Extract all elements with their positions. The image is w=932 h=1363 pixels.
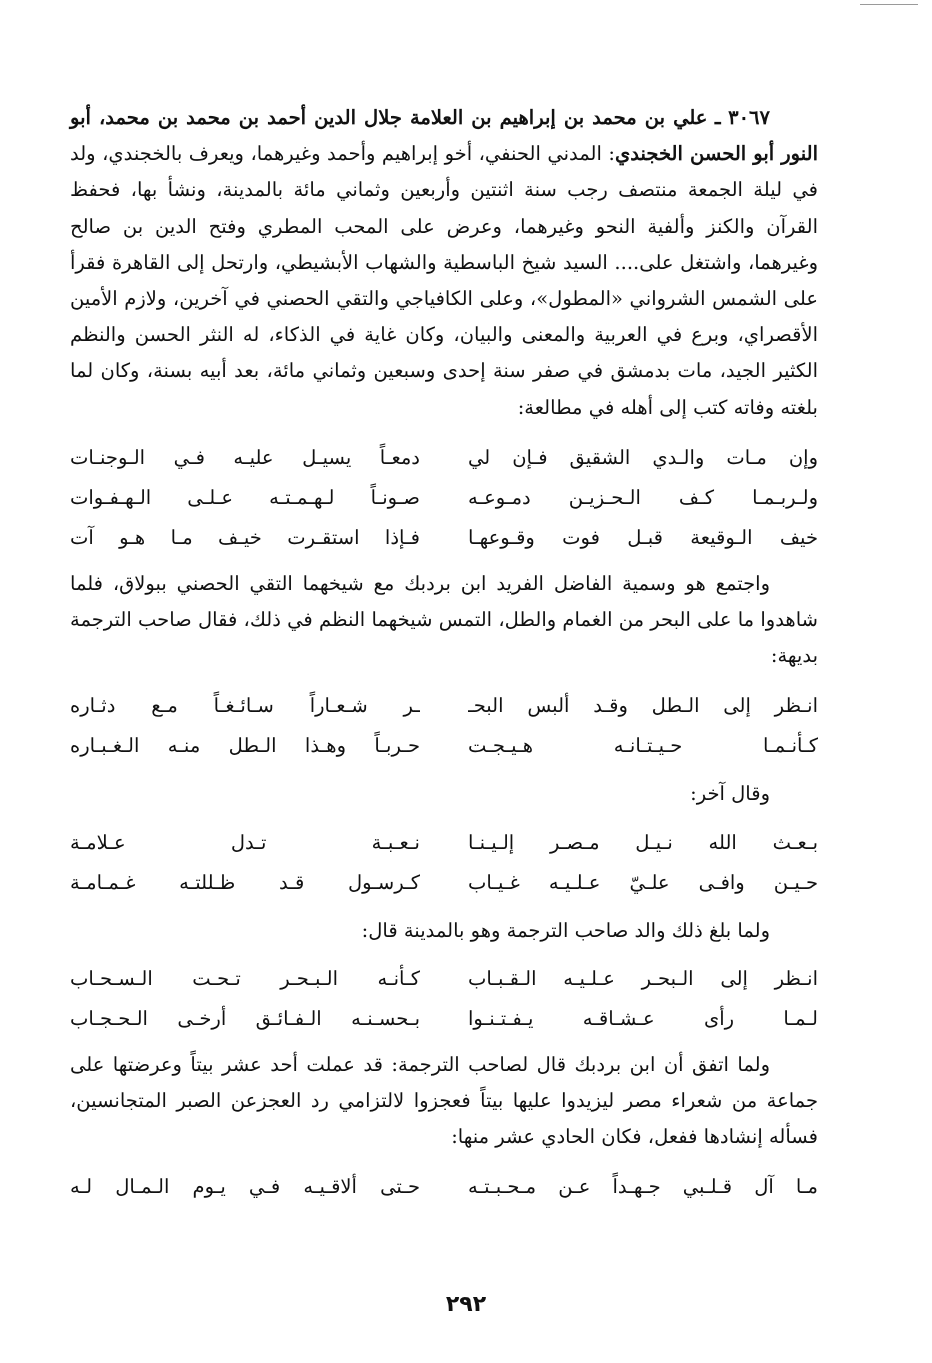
verse-first-hemistich: ولـربـمـا كـف الـحـزيـن دمـوعـه bbox=[468, 485, 818, 509]
page-body bbox=[70, 100, 818, 1207]
entry-name: علي بن محمد بن إبراهيم بن العلامة جلال الدين أحمد بن محمد بن محمد، أبو النور أبو الحسن الخجندي bbox=[70, 106, 819, 166]
verse-second-hemistich: حـربـاً وهـذا الـطل منـه الـغـبـاره bbox=[70, 734, 420, 758]
poem-3 bbox=[70, 823, 818, 903]
poem-5 bbox=[70, 1167, 818, 1207]
corner-mark bbox=[860, 4, 918, 5]
verse-first-hemistich: وإن مـات والـدي الشقيق فـإن لي bbox=[468, 445, 818, 469]
verse-second-hemistich: نـعـبـة تـدل عـلامـة bbox=[70, 830, 420, 854]
verse-first-hemistich: خيف الـوقيعة قبـل فوت وقـوعهـا bbox=[468, 525, 818, 549]
verse-first-hemistich: كـأنـمـا حـيـتـانـه هـيـجـت bbox=[468, 734, 818, 758]
entry-paragraph bbox=[70, 100, 818, 426]
verse bbox=[70, 959, 818, 999]
verse-second-hemistich: كـأنـه الـبـحـر تـحـت الـسـحـاب bbox=[70, 966, 420, 990]
verse-first-hemistich: بـعـث الله نـيـل مـصـر إلـيـنـا bbox=[468, 830, 818, 854]
page-number: ٢٩٢ bbox=[445, 1292, 487, 1317]
verse-second-hemistich: ـر شـعـاراً سـائـغـاً مـع دثـاره bbox=[70, 694, 420, 718]
verse-first-hemistich: انـظر إلى الـبحـر عـلـيـه الـقـبـاب bbox=[468, 966, 818, 990]
verse bbox=[70, 863, 818, 903]
verse-second-hemistich: كـرسـول قـد ظـللتـه غـمـامـة bbox=[70, 870, 420, 894]
verse bbox=[70, 478, 818, 518]
verse bbox=[70, 726, 818, 766]
poem-4 bbox=[70, 959, 818, 1039]
verse bbox=[70, 999, 818, 1039]
paragraph-5: ولما اتفق أن ابن بردبك قال لصاحب الترجمة: قد عملت أحد عشر بيتاً وعرضتها على جماعة من شعراء مصر ليزيدوا عليها بيتاً فعجزوا لالتزامي رد العجزعن الصبر المتجانسين، فسأله إنشادها ففعل، فكان الحادي عشر منها: bbox=[70, 1052, 818, 1149]
verse-second-hemistich: فـإذا استقـرت خيـف مـا هـو آت bbox=[70, 525, 420, 549]
verse-first-hemistich: حـيـن وافـى علـيّ عـلـيـه غـيـاب bbox=[468, 870, 818, 894]
verse-second-hemistich: حـتى ألاقـيـه فـي يـوم الـمـال لـه bbox=[70, 1175, 420, 1199]
verse bbox=[70, 1167, 818, 1207]
verse-second-hemistich: دمعـاً يسيـل عليـه فـي الـوجنـات bbox=[70, 445, 420, 469]
paragraph-4: ولما بلغ ذلك والد صاحب الترجمة وهو بالمدينة قال: bbox=[361, 918, 770, 942]
verse-first-hemistich: لـمـا رأى عـشـاقـه يـفـتـنـوا bbox=[468, 1006, 818, 1030]
entry-number: ٣٠٦٧ bbox=[728, 106, 770, 129]
verse bbox=[70, 438, 818, 478]
entry-dash: ـ bbox=[714, 106, 721, 129]
verse bbox=[70, 686, 818, 726]
verse bbox=[70, 518, 818, 558]
verse-first-hemistich: انـظر إلى الـطل وقـد ألبس البحـ bbox=[468, 694, 818, 718]
verse-second-hemistich: صـونـاً لـهـمـتـه عـلـى الـهـفـوات bbox=[70, 485, 420, 509]
entry-biography: : المدني الحنفي، أخو إبراهيم وأحمد وغيرهما، ويعرف بالخجندي، ولد في ليلة الجمعة منتصف رجب سنة اثنتين وأربعين وثماني مائة بالمدينة، ونشأ بها، فحفظ القرآن والكنز وألفية النحو وغيرهما، وعرض على المحب المطري وفتح الدين بن صالح وغيرهما، واشتغل على.... السيد شيخ الباسطية والشهاب الأبشيطي، وارتحل إلى القاهرة فقرأ على الشمس الشرواني «المطول»، وعلى الكافياجي والتقي الحصني في آخرين، ولازم الأمين الأقصراي، وبرع في العربية والمعنى والبيان، وكان غاية في الذكاء، له النثر الحسن والنظم الكثير الجيد، مات بدمشق في صفر سنة إحدى وسبعين وثماني مائة، بعد أبيه بسنة، وكان لما بلغته وفاته كتب إلى أهله في مطالعة: bbox=[70, 142, 818, 419]
poem-2 bbox=[70, 686, 818, 766]
paragraph-2: واجتمع هو وسمية الفاضل الفريد ابن بردبك مع شيخهما التقي الحصني ببولاق، فلما شاهدوا ما على البحر من الغمام والطل، التمس شيخهما النظم في ذلك، فقال صاحب الترجمة بديهة: bbox=[70, 571, 818, 668]
poem-1 bbox=[70, 438, 818, 558]
paragraph-3: وقال آخر: bbox=[690, 782, 770, 806]
verse-second-hemistich: بـحسـنـه الـفـائـق أرخـى الـحـجـاب bbox=[70, 1006, 420, 1030]
verse-first-hemistich: مـا آل قـلـبي جـهـداً عـن مـحـبـتـه bbox=[468, 1175, 818, 1199]
verse bbox=[70, 823, 818, 863]
